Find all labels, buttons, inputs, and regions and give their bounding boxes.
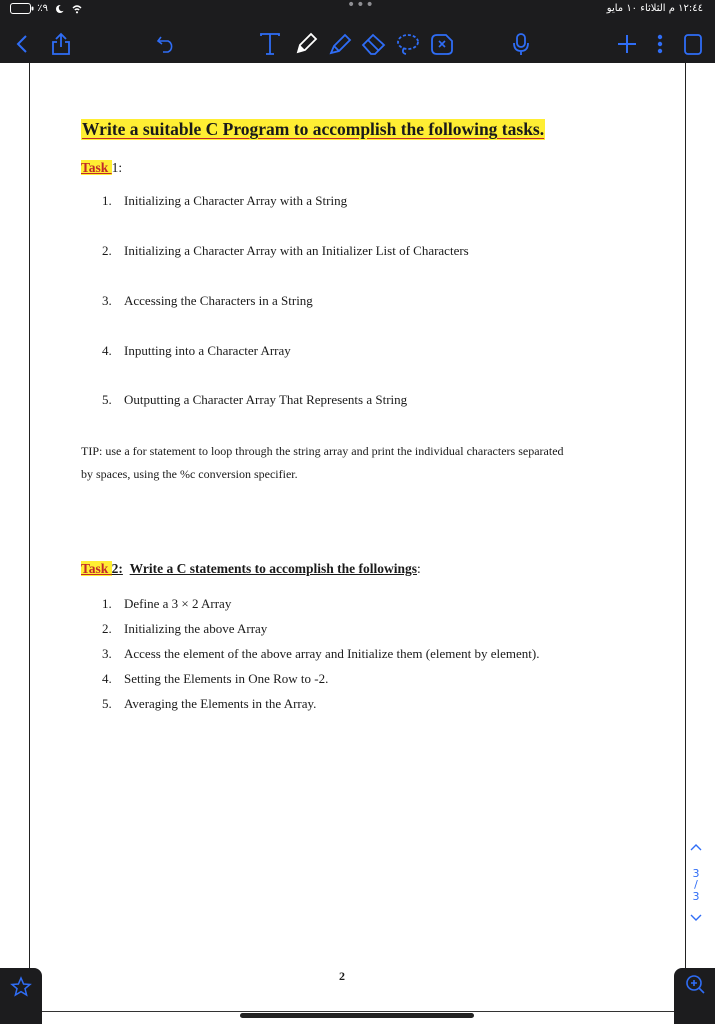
page-border-right — [685, 63, 686, 968]
home-indicator[interactable] — [240, 1013, 474, 1018]
task2-number: 2: — [111, 561, 123, 576]
status-left — [10, 3, 82, 17]
list-item: 1. Initializing a Character Array with a String — [102, 193, 348, 208]
bottom-right-panel — [674, 968, 715, 1024]
list-item: 3. Accessing the Characters in a String — [102, 293, 313, 308]
moon-icon — [55, 4, 65, 14]
status-time: ١٢:٤٤ م الثلاثاء ١٠ مايو — [606, 3, 703, 14]
document-heading: Write a suitable C Program to accomplish the following tasks. — [82, 119, 545, 139]
list-item: 1. Define a 3 × 2 Array — [102, 596, 232, 611]
tip-line-2: by spaces, using the %c conversion specifier. — [81, 467, 298, 481]
text-tool-icon[interactable] — [256, 30, 284, 58]
list-item: 5. Averaging the Elements in the Array. — [102, 696, 317, 711]
current-page: 3 — [692, 867, 700, 880]
task1-label: Task — [81, 160, 112, 175]
wifi-icon — [72, 4, 82, 14]
top-toolbar — [0, 0, 715, 63]
zoom-in-icon[interactable] — [684, 973, 706, 1000]
list-item: 3. Access the element of the above array and Initialize them (element by element). — [102, 646, 540, 661]
pages-icon[interactable] — [679, 30, 707, 58]
back-icon[interactable] — [8, 30, 36, 58]
list-item: 4. Inputting into a Character Array — [102, 343, 291, 358]
list-item: 2. Initializing a Character Array with an Initializer List of Characters — [102, 243, 469, 258]
undo-icon[interactable] — [152, 30, 180, 58]
task1-number: 1: — [111, 160, 123, 175]
pen-icon[interactable] — [292, 30, 320, 58]
add-icon[interactable] — [613, 30, 641, 58]
task2-label: Task — [81, 561, 112, 576]
star-icon[interactable] — [10, 976, 32, 1003]
microphone-icon[interactable] — [507, 30, 535, 58]
lasso-icon[interactable] — [394, 30, 422, 58]
more-icon[interactable] — [646, 30, 674, 58]
bottom-divider — [42, 1011, 674, 1012]
shape-icon[interactable] — [428, 30, 456, 58]
total-pages: 3 — [692, 890, 700, 903]
battery-percent: ٪٩ — [37, 3, 48, 14]
bottom-left-panel — [0, 968, 42, 1024]
share-icon[interactable] — [47, 30, 75, 58]
list-item: 5. Outputting a Character Array That Represents a String — [102, 392, 408, 407]
list-item: 2. Initializing the above Array — [102, 621, 268, 636]
list-item: 4. Setting the Elements in One Row to -2. — [102, 671, 329, 686]
page-navigator — [685, 842, 707, 942]
tip-line-1: TIP: use a for statement to loop through the string array and print the individual characters separated — [81, 444, 564, 458]
task1-title — [81, 160, 122, 176]
page-up-icon[interactable] — [685, 842, 707, 855]
page-separator: / — [694, 878, 698, 891]
tip-paragraph — [81, 440, 621, 486]
battery-icon — [10, 3, 34, 14]
page-number: 2 — [339, 969, 345, 983]
task2-colon: : — [417, 561, 421, 576]
page-border-left — [29, 63, 30, 968]
eraser-icon[interactable] — [360, 30, 388, 58]
page-down-icon[interactable] — [685, 913, 707, 926]
task2-text: Write a C statements to accomplish the followings — [129, 561, 417, 576]
task2-title — [81, 561, 421, 577]
multitask-dots-icon[interactable]: ••• — [347, 0, 375, 13]
highlighter-icon[interactable] — [326, 30, 354, 58]
